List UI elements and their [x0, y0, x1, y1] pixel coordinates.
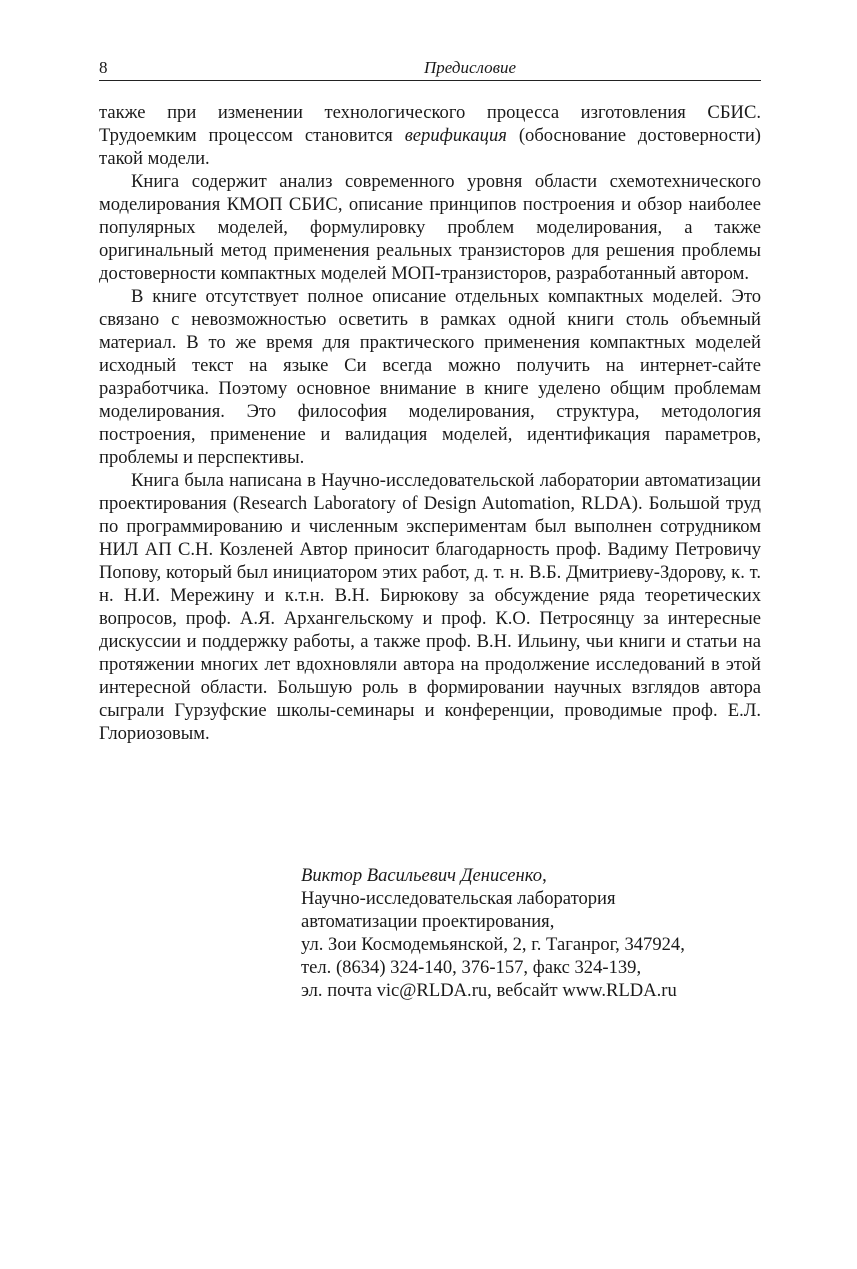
- organization-line-2: автоматизации проектирования,: [301, 911, 555, 932]
- document-page: [99, 56, 761, 745]
- emphasis-term: верификация: [404, 125, 507, 146]
- paragraph-1: [99, 101, 761, 170]
- page-number: 8: [99, 58, 108, 77]
- author-signature-block: [301, 864, 771, 1002]
- email-website: эл. почта vic@RLDA.ru, вебсайт www.RLDA.ru: [301, 980, 677, 1001]
- paragraph-1-start: также при изменении технологического процесса изготовления СБИС. Трудоемким процессом становится: [99, 102, 761, 146]
- chapter-title: Предисловие: [423, 58, 517, 77]
- paragraph-4: Книга была написана в Научно-исследовательской лаборатории автоматизации проектирования (Research Laboratory of Design Automation, RLDA). Большой труд по программированию и численным экспериментам был выполнен сотрудником НИЛ АП С.Н. Козленей Автор приносит благодарность проф. Вадиму Петровичу Попову, который был инициатором этих работ, д. т. н. В.Б. Дмитриеву-Здорову, к. т. н. Н.И. Мережину и к.т.н. В.Н. Бирюкову за обсуждение ряда теоретических вопросов, проф. А.Я. Архангельскому и проф. К.О. Петросянцу за интересные дискуссии и поддержку работы, а также проф. В.Н. Ильину, чьи книги и статьи на протяжении многих лет вдохновляли автора на продолжение исследований в этой интересной области. Большую роль в формировании научных взглядов автора сыграли Гурзуфские школы-семинары и конференции, проводимые проф. Е.Л. Глориозовым.: [99, 470, 761, 744]
- postal-address: ул. Зои Космодемьянской, 2, г. Таганрог, 347924,: [301, 934, 685, 955]
- author-name: Виктор Васильевич Денисенко: [301, 865, 543, 886]
- paragraph-2: Книга содержит анализ современного уровня области схемотехнического моделирования КМОП СБИС, описание принципов построения и обзор наиболее популярных моделей, формулировку проблем моделирования, а также оригинальный метод применения реальных транзисторов для решения проблемы достоверности компактных моделей МОП-транзисторов, разработанный автором.: [99, 171, 761, 284]
- running-header: [99, 56, 761, 81]
- phone-fax: тел. (8634) 324-140, 376-157, факс 324-139,: [301, 957, 642, 978]
- body-text: [99, 101, 761, 745]
- author-name-comma: ,: [542, 865, 547, 886]
- organization-line-1: Научно-исследовательская лаборатория: [301, 888, 616, 909]
- paragraph-1-end: (обоснование достоверности) такой модели.: [99, 125, 761, 169]
- paragraph-3: В книге отсутствует полное описание отдельных компактных моделей. Это связано с невозможностью осветить в рамках одной книги столь объемный материал. В то же время для практического применения компактных моделей исходный текст на языке Си всегда можно получить на интернет-сайте разработчика. Поэтому основное внимание в книге уделено общим проблемам моделирования. Это философия моделирования, структура, методология построения, применение и валидация моделей, идентификация параметров, проблемы и перспективы.: [99, 286, 761, 468]
- author-name-line: [301, 864, 771, 887]
